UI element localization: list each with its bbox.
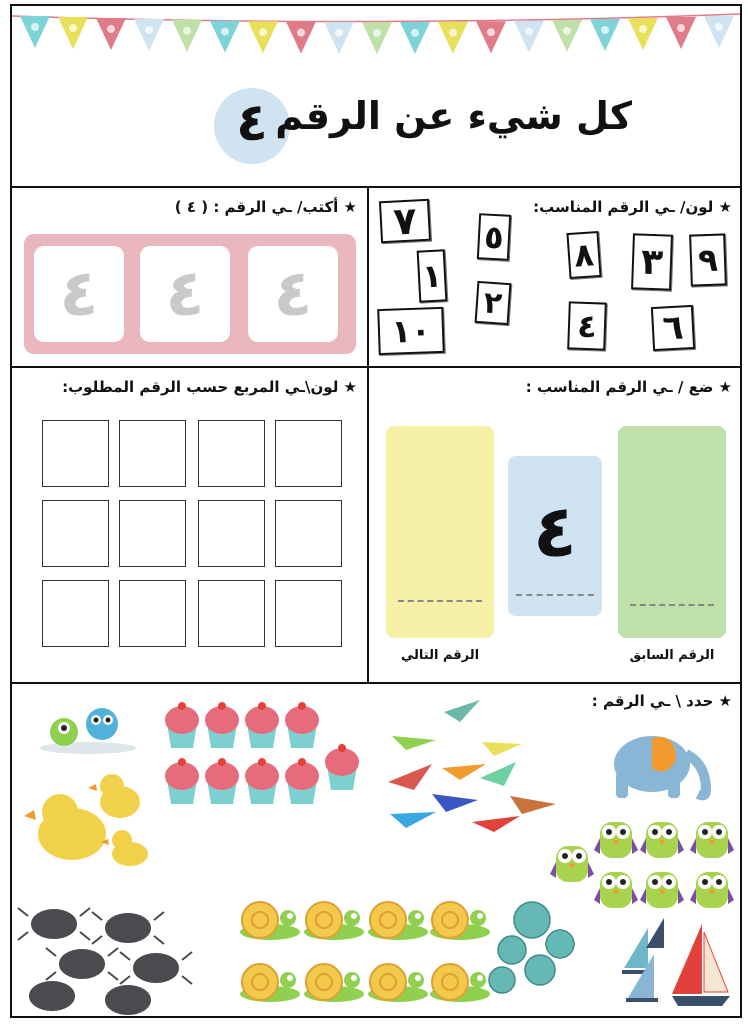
bunting-flag <box>476 21 506 53</box>
owls-icon <box>550 822 734 908</box>
color-square[interactable] <box>119 500 186 567</box>
bunting-flag <box>362 22 392 54</box>
bunting-flag <box>590 19 620 51</box>
bunting-flag <box>400 22 430 54</box>
color-square[interactable] <box>42 500 109 567</box>
bunting-flag <box>286 22 316 54</box>
spiders-icon <box>18 908 192 1014</box>
number-card[interactable]: ٤ <box>567 301 607 350</box>
bunting-flag <box>324 22 354 54</box>
next-number-label: الرقم التالي <box>400 648 480 663</box>
bunting-flag <box>628 18 658 50</box>
page-title: كل شيء عن الرقم <box>275 94 632 138</box>
color-square[interactable] <box>198 500 265 567</box>
bunting-flag <box>58 17 88 49</box>
color-square[interactable] <box>275 500 342 567</box>
counting-pictures <box>12 684 740 1018</box>
monsters-icon <box>40 708 136 754</box>
cupcakes-icon <box>165 702 359 804</box>
place-number-section-title: ★ ضع / ـي الرقم المناسب : <box>525 378 732 396</box>
color-square[interactable] <box>198 420 265 487</box>
bunting-flag <box>514 21 544 53</box>
paper-planes-icon <box>388 700 556 832</box>
current-number: ٤ <box>533 489 577 573</box>
color-square[interactable] <box>198 580 265 647</box>
number-card[interactable]: ٣ <box>631 233 673 290</box>
trace-cell[interactable] <box>248 246 338 342</box>
number-card[interactable]: ١ <box>417 249 448 302</box>
ducks-icon <box>24 774 148 866</box>
answer-line <box>630 604 714 606</box>
number-card[interactable]: ٧ <box>379 199 431 244</box>
number-card[interactable]: ٩ <box>689 233 727 286</box>
number-card[interactable]: ٨ <box>566 231 601 279</box>
number-card[interactable]: ٢ <box>475 281 512 325</box>
trace-cell[interactable] <box>140 246 230 342</box>
color-squares-section-title: ★ لون\ـي المربع حسب الرقم المطلوب: <box>62 378 357 396</box>
previous-number-label: الرقم السابق <box>629 648 715 663</box>
snails-icon <box>240 902 490 1002</box>
worksheet-page <box>10 4 742 1018</box>
trace-digit: ٤ <box>273 257 313 331</box>
color-square[interactable] <box>42 420 109 487</box>
trace-digit: ٤ <box>59 257 99 331</box>
count-section-title: ★ حدد \ ـي الرقم : <box>591 692 732 710</box>
bunting-flag <box>438 22 468 54</box>
color-square[interactable] <box>275 420 342 487</box>
divider <box>367 186 369 682</box>
boats-icon <box>622 918 730 1006</box>
bunting-flag <box>210 21 240 53</box>
bunting-flag <box>704 16 734 48</box>
next-number-column[interactable] <box>386 426 494 638</box>
bunting-banner <box>12 6 740 66</box>
bunting-flag <box>20 16 50 48</box>
trace-cell[interactable] <box>34 246 124 342</box>
divider <box>12 366 740 368</box>
bunting-flag <box>172 20 202 52</box>
answer-line <box>398 600 482 602</box>
color-number-section-title: ★ لون/ ـي الرقم المناسب: <box>533 198 732 216</box>
divider <box>12 186 740 188</box>
bunting-flag <box>248 21 278 53</box>
elephant-icon <box>614 736 706 798</box>
number-card[interactable]: ١٠ <box>377 307 445 355</box>
write-section-title: ★ أكتب/ ـي الرقم : ( ٤ ) <box>174 198 357 216</box>
number-card[interactable]: ٥ <box>477 213 511 261</box>
answer-line <box>516 594 594 596</box>
number-card[interactable]: ٦ <box>651 305 695 351</box>
title-number: ٤ <box>236 93 268 153</box>
color-square[interactable] <box>119 580 186 647</box>
bubbles-icon <box>489 902 574 993</box>
bunting-flag <box>134 19 164 51</box>
trace-digit: ٤ <box>165 257 205 331</box>
previous-number-column[interactable] <box>618 426 726 638</box>
color-square[interactable] <box>119 420 186 487</box>
bunting-flag <box>96 18 126 50</box>
bunting-flag <box>666 17 696 49</box>
bunting-flag <box>552 20 582 52</box>
color-square[interactable] <box>275 580 342 647</box>
color-square[interactable] <box>42 580 109 647</box>
